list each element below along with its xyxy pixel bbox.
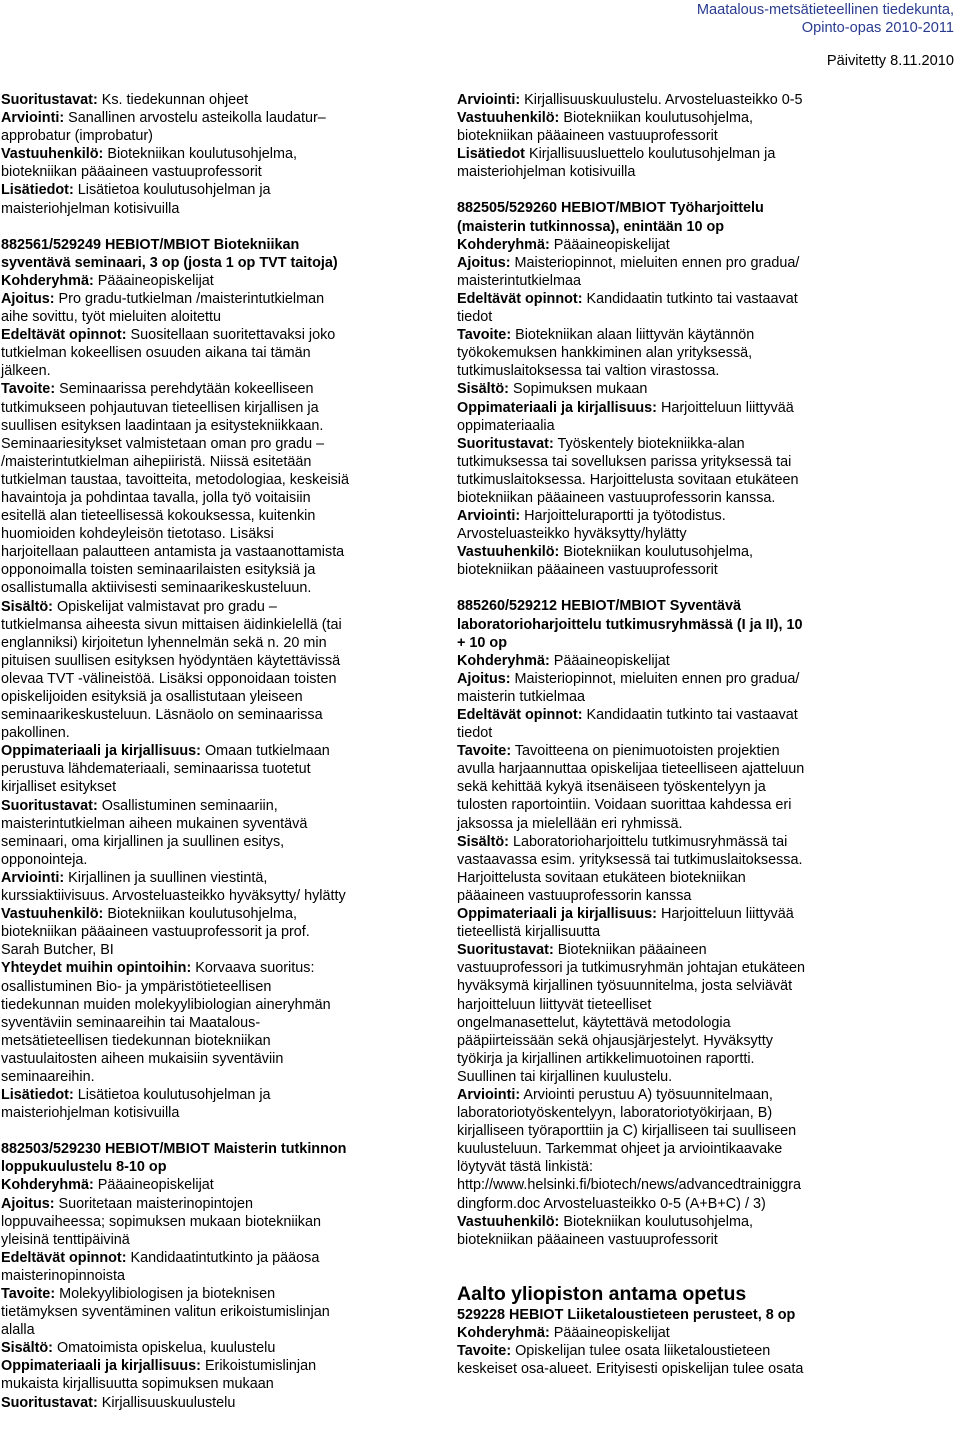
text-line: maisterintutkielman aiheen mukainen syventävä xyxy=(1,815,308,832)
guide-title: Opinto-opas 2010-2011 xyxy=(801,20,954,36)
text-line: Lisätiedot Kirjallisuusluettelo koulutusohjelman ja xyxy=(457,146,776,163)
text-line: Arvosteluasteikko hyväksytty/hylätty xyxy=(457,526,687,543)
text-line: tulosten raportointiin. Voidaan suorittaa kahdessa eri xyxy=(457,797,792,814)
text-line: biotekniikan pääaineen vastuuprofessorit xyxy=(1,164,262,181)
text-line: tutkimuksessa tai sovelluksen parissa yrityksessä tai xyxy=(457,453,792,470)
text-line: Sisältö: Sopimuksen mukaan xyxy=(457,381,648,398)
text-line: Tavoite: Seminaarissa perehdytään kokeelliseen xyxy=(1,381,314,398)
text-line: syventävä seminaari, 3 op (josta 1 op TVT taitoja) xyxy=(1,254,338,271)
text-line: Kohderyhmä: Pääaineopiskelijat xyxy=(1,1177,214,1194)
text-line: harjoitteluun liittyvät tieteelliset xyxy=(457,996,652,1013)
text-line: Yhteydet muihin opintoihin: Korvaava suoritus: xyxy=(1,960,315,977)
text-line: Edeltävät opinnot: Kandidaatin tutkinto tai vastaavat xyxy=(457,707,798,723)
text-line: Vastuuhenkilö: Biotekniikan koulutusohjelma, xyxy=(457,544,753,561)
text-line: Arviointi: Kirjallisuuskuulustelu. Arvosteluasteikko 0-5 xyxy=(457,92,803,108)
text-line[interactable]: http://www.helsinki.fi/biotech/news/advancedtrainiggra xyxy=(457,1177,801,1194)
left-section-2 xyxy=(1,236,386,1123)
text-line: Tavoite: Tavoitteena on pienimuotoisten projektien xyxy=(457,743,780,760)
text-line: Arviointi: Sanallinen arvostelu asteikolla laudatur– xyxy=(1,110,326,127)
updated-date: Päivitetty 8.11.2010 xyxy=(826,53,954,69)
section-spacer xyxy=(457,1249,857,1267)
text-line: pääpiirteissään sekä ohjausjärjestelyt. Hyväksytty xyxy=(457,1032,773,1049)
text-line: seminaarikeskusteluun. Läsnäolo on seminaarissa xyxy=(1,707,323,724)
section-spacer xyxy=(1,1122,386,1140)
text-line: laboratoriotyöskentelyyn, laboratoriotyökirjaan, B) xyxy=(457,1105,773,1122)
document-header xyxy=(697,1,954,37)
text-line: approbatur (improbatur) xyxy=(1,128,153,145)
text-line: Sarah Butcher, BI xyxy=(1,942,114,959)
text-line: työkirja ja kirjallinen artikkelimuotoinen raportti. xyxy=(457,1050,755,1067)
text-line: biotekniikan pääaineen vastuuprofessorit xyxy=(457,128,718,145)
text-line: vastuuprofessori ja tutkimusryhmän johtajan etukäteen xyxy=(457,960,805,977)
text-line: 885260/529212 HEBIOT/MBIOT Syventävä xyxy=(457,598,741,615)
text-line: Vastuuhenkilö: Biotekniikan koulutusohjelma, xyxy=(1,906,297,923)
text-line: Sisältö: Omatoimista opiskelua, kuulustelu xyxy=(1,1340,276,1357)
text-line: maisteriohjelman kotisivuilla xyxy=(1,200,180,217)
text-line: harjoitellaan palautteen antamista ja vastaanottamista xyxy=(1,544,345,561)
text-line: tutkimukseen pohjautuvan tieteellisen kirjallisen ja xyxy=(1,399,319,416)
text-line: Kohderyhmä: Pääaineopiskelijat xyxy=(457,1324,670,1341)
text-line: Sisältö: Laboratorioharjoittelu tutkimusryhmässä tai xyxy=(457,833,788,850)
text-line: pakollinen. xyxy=(1,725,70,742)
text-line: suullisen esityksen laadintaan ja esitystekniikkaan. xyxy=(1,417,324,434)
text-line: loppukuulustelu 8-10 op xyxy=(1,1159,167,1176)
text-line: 882561/529249 HEBIOT/MBIOT Biotekniikan xyxy=(1,236,300,253)
aalto-section xyxy=(457,1306,857,1378)
text-line: opponointeja. xyxy=(1,851,88,868)
text-line: aihe sovittu, työt mieluiten aloitettu xyxy=(1,309,221,326)
text-line: Arviointi: Harjoitteluraportti ja työtodistus. xyxy=(457,508,726,525)
text-line: ongelmanasettelut, käytettävä metodologia xyxy=(457,1014,731,1031)
section-spacer xyxy=(457,181,857,199)
text-line: biotekniikan pääaineen vastuuprofessorit xyxy=(457,1231,718,1248)
text-line: mukaista kirjallisuutta sopimuksen mukaan xyxy=(1,1376,274,1393)
section-spacer xyxy=(457,1267,857,1283)
text-line: kuulusteluun. Tarkemmat ohjeet ja arviointikaavake xyxy=(457,1141,783,1158)
text-line: opiskelijoiden esityksiä ja osallistutaan yleiseen xyxy=(1,689,303,705)
text-line: biotekniikan pääaineen vastuuprofessorit ja prof. xyxy=(1,924,310,941)
text-line: pituisen suullisen esityksen hyödyntäen käytettävissä xyxy=(1,652,341,669)
text-line: 882505/529260 HEBIOT/MBIOT Työharjoittelu xyxy=(457,200,764,217)
section-spacer xyxy=(457,579,857,597)
aalto-heading: Aalto yliopiston antama opetus xyxy=(457,1282,747,1305)
text-line: osallistuminen Bio- ja ympäristötieteellisen xyxy=(1,978,272,995)
text-line: Seminaariesitykset valmistetaan oman pro gradu – xyxy=(1,435,325,452)
text-line: tutkimuslaitoksessa tai valtion virastossa. xyxy=(457,363,720,380)
text-line: Vastuuhenkilö: Biotekniikan koulutusohjelma, xyxy=(457,110,753,127)
text-line: Suoritustavat: Työskentely biotekniikka-alan xyxy=(457,435,745,452)
text-line: Oppimateriaali ja kirjallisuus: Harjoitteluun liittyvää xyxy=(457,906,794,923)
text-line: tietämyksen syventäminen valitun erikoistumislinjan xyxy=(1,1304,330,1321)
text-line: Vastuuhenkilö: Biotekniikan koulutusohjelma, xyxy=(1,146,297,163)
text-line: Lisätiedot: Lisätietoa koulutusohjelman ja xyxy=(1,182,271,199)
text-line: Suoritustavat: Ks. tiedekunnan ohjeet xyxy=(1,92,249,108)
text-line: avulla harjaannuttaa opiskelijaa tieteelliseen ajatteluun xyxy=(457,761,805,778)
text-line: metsätieteellisen tiedekunnan biotekniikan xyxy=(1,1032,271,1049)
text-line: Suoritustavat: Biotekniikan pääaineen xyxy=(457,942,707,959)
text-line: esitellä alan tieteellisessä kokouksessa, kuitenkin xyxy=(1,508,316,525)
text-line: Kohderyhmä: Pääaineopiskelijat xyxy=(457,236,670,253)
text-line: Kohderyhmä: Pääaineopiskelijat xyxy=(457,652,670,669)
text-line: biotekniikan pääaineen vastuuprofessorit xyxy=(457,562,718,579)
text-line: olevaa TVT -välineistöä. Lisäksi opponoidaan toisten xyxy=(1,670,337,687)
text-line: englanniksi) kirjoitetun lyhennelmän sekä n. 20 min xyxy=(1,634,327,651)
text-line: biotekniikan pääaineen vastuuprofessorin kanssa. xyxy=(457,489,776,506)
text-line: kirjalliseen työraporttiin ja C) kirjalliseen tai suulliseen xyxy=(457,1123,797,1140)
text-line: 882503/529230 HEBIOT/MBIOT Maisterin tutkinnon xyxy=(1,1141,347,1158)
text-line: Ajoitus: Suoritetaan maisterinopintojen xyxy=(1,1195,253,1212)
text-line: Edeltävät opinnot: Suositellaan suoritettavaksi joko xyxy=(1,327,336,344)
left-section-3 xyxy=(1,1140,386,1411)
right-column xyxy=(457,91,857,1378)
text-line: Tavoite: Biotekniikan alaan liittyvän käytännön xyxy=(457,327,755,344)
text-line: laboratorioharjoittelu tutkimusryhmässä (I ja II), 10 xyxy=(457,616,803,633)
right-section-1 xyxy=(457,91,857,181)
text-line: alalla xyxy=(1,1322,35,1339)
text-line: Lisätiedot: Lisätietoa koulutusohjelman ja xyxy=(1,1087,271,1104)
text-line: opponoimalla toisten seminaarilaisten esityksiä ja xyxy=(1,562,316,579)
text-line: kurssiaktiivisuus. Arvosteluasteikko hyväksytty/ hylätty xyxy=(1,888,346,905)
text-line: Ajoitus: Pro gradu-tutkielman /maisterintutkielman xyxy=(1,290,325,307)
text-line: (maisterin tutkinnossa), enintään 10 op xyxy=(457,218,725,235)
text-line: tutkimuslaitoksessa. Harjoittelusta sovitaan etukäteen xyxy=(457,471,799,488)
text-line: havaintoja ja pohdintaa tavalla, jolla työ voitaisiin xyxy=(1,489,311,506)
text-line: huomioiden kohdeyleisön tietotaso. Lisäksi xyxy=(1,526,274,543)
text-line: maisteriohjelman kotisivuilla xyxy=(1,1105,180,1122)
text-line: loppuvaiheessa; sopimuksen mukaan biotekniikan xyxy=(1,1213,321,1230)
left-section-1 xyxy=(1,91,386,218)
text-line: Arviointi: Arviointi perustuu A) työsuunnitelmaan, xyxy=(457,1086,773,1103)
right-section-3 xyxy=(457,597,857,1248)
text-line: Tavoite: Molekyylibiologisen ja bioteknisen xyxy=(1,1286,276,1302)
text-line: Tavoite: Opiskelijan tulee osata liiketaloustieteen xyxy=(457,1343,771,1359)
text-line: perustuva lähdemateriaali, seminaarissa tuotetut xyxy=(1,761,311,778)
text-line: tiedekunnan muiden molekyylibiologian aineryhmän xyxy=(1,996,331,1013)
section-spacer xyxy=(1,218,386,236)
text-line: Ajoitus: Maisteriopinnot, mieluiten ennen pro gradua/ xyxy=(457,670,800,687)
text-line: kirjalliset esitykset xyxy=(1,779,117,796)
text-line: maisterin tutkielmaa xyxy=(457,688,585,705)
text-line: tieteellistä kirjallisuutta xyxy=(457,924,601,941)
text-line: Edeltävät opinnot: Kandidaatintutkinto ja pääosa xyxy=(1,1249,320,1266)
text-line: vastuulaitosten aiheen mukaisiin syventäviin xyxy=(1,1050,284,1067)
text-line: Suoritustavat: Osallistuminen seminaariin, xyxy=(1,797,278,814)
text-line: vastaavassa esim. yrityksessä tai tutkimuslaitoksessa. xyxy=(457,851,803,868)
text-line: maisterintutkielmaa xyxy=(457,272,581,289)
text-line: yleisinä tenttipäivinä xyxy=(1,1231,130,1248)
text-line: dingform.doc Arvosteluasteikko 0-5 (A+B+C) / 3) xyxy=(457,1195,766,1212)
text-line: seminaari, oma kirjallinen ja suullinen esitys, xyxy=(1,833,285,850)
text-line: 529228 HEBIOT Liiketaloustieteen perusteet, 8 op xyxy=(457,1306,796,1323)
text-line: maisterinopinnoista xyxy=(1,1267,125,1284)
text-line: Oppimateriaali ja kirjallisuus: Erikoistumislinjan xyxy=(1,1358,317,1375)
text-line: Sisältö: Opiskelijat valmistavat pro gradu – xyxy=(1,598,277,615)
text-line: maisteriohjelman kotisivuilla xyxy=(457,164,636,181)
faculty-title: Maatalous-metsätieteellinen tiedekunta, xyxy=(696,2,954,18)
text-line: sekä kehittää kykyä itsenäiseen työskentelyyn ja xyxy=(457,779,766,796)
text-line: tutkielmansa aiheesta sivun mittaisen äidinkielellä (tai xyxy=(1,616,342,633)
left-column xyxy=(1,91,386,1412)
text-line: Edeltävät opinnot: Kandidaatin tutkinto tai vastaavat xyxy=(457,290,798,307)
text-line: jälkeen. xyxy=(1,363,51,380)
text-line: tiedot xyxy=(457,725,493,742)
text-line: oppimateriaalia xyxy=(457,417,555,434)
text-line: löytyvät tästä linkistä: xyxy=(457,1159,593,1176)
text-line: Vastuuhenkilö: Biotekniikan koulutusohjelma, xyxy=(457,1213,753,1230)
text-line: Oppimateriaali ja kirjallisuus: Harjoitteluun liittyvää xyxy=(457,399,794,416)
text-line: pääaineen vastuuprofessorin kanssa xyxy=(457,887,692,904)
text-line: työkokemuksen hankkiminen alan yrityksessä, xyxy=(457,345,753,362)
text-line: tutkielman kokeellisen osuuden aikana tai tämän xyxy=(1,345,311,362)
text-line: /maisterintutkielman aihepiiristä. Niissä esitetään xyxy=(1,453,312,470)
text-line: keskeiset osa-alueet. Erityisesti opiskelijan tulee osata xyxy=(457,1361,804,1378)
text-line: jaksossa ja mielellään eri ryhmissä. xyxy=(457,815,683,832)
text-line: osallistumalla aktiivisesti seminaarikeskusteluun. xyxy=(1,580,312,597)
text-line: Arviointi: Kirjallinen ja suullinen viestintä, xyxy=(1,869,268,886)
text-line: Harjoittelusta sovitaan etukäteen biotekniikan xyxy=(457,869,746,886)
text-line: syventäviin seminaareihin tai Maatalous- xyxy=(1,1014,261,1031)
text-line: tiedot xyxy=(457,309,493,326)
text-line: Oppimateriaali ja kirjallisuus: Omaan tutkielmaan xyxy=(1,743,330,760)
text-line: tutkielman taustaa, tavoitteita, metodologiaa, keskeisiä xyxy=(1,471,349,488)
text-line: hyväksymä kirjallinen työsuunnitelma, josta selviävät xyxy=(457,978,793,995)
text-line: Kohderyhmä: Pääaineopiskelijat xyxy=(1,272,214,289)
text-line: seminaareihin. xyxy=(1,1068,95,1085)
text-line: Ajoitus: Maisteriopinnot, mieluiten ennen pro gradua/ xyxy=(457,254,800,271)
text-line: Suoritustavat: Kirjallisuuskuulustelu xyxy=(1,1394,236,1411)
text-line: + 10 op xyxy=(457,634,507,651)
text-line: Suullinen tai kirjallinen kuulustelu. xyxy=(457,1068,673,1085)
right-section-2 xyxy=(457,199,857,579)
